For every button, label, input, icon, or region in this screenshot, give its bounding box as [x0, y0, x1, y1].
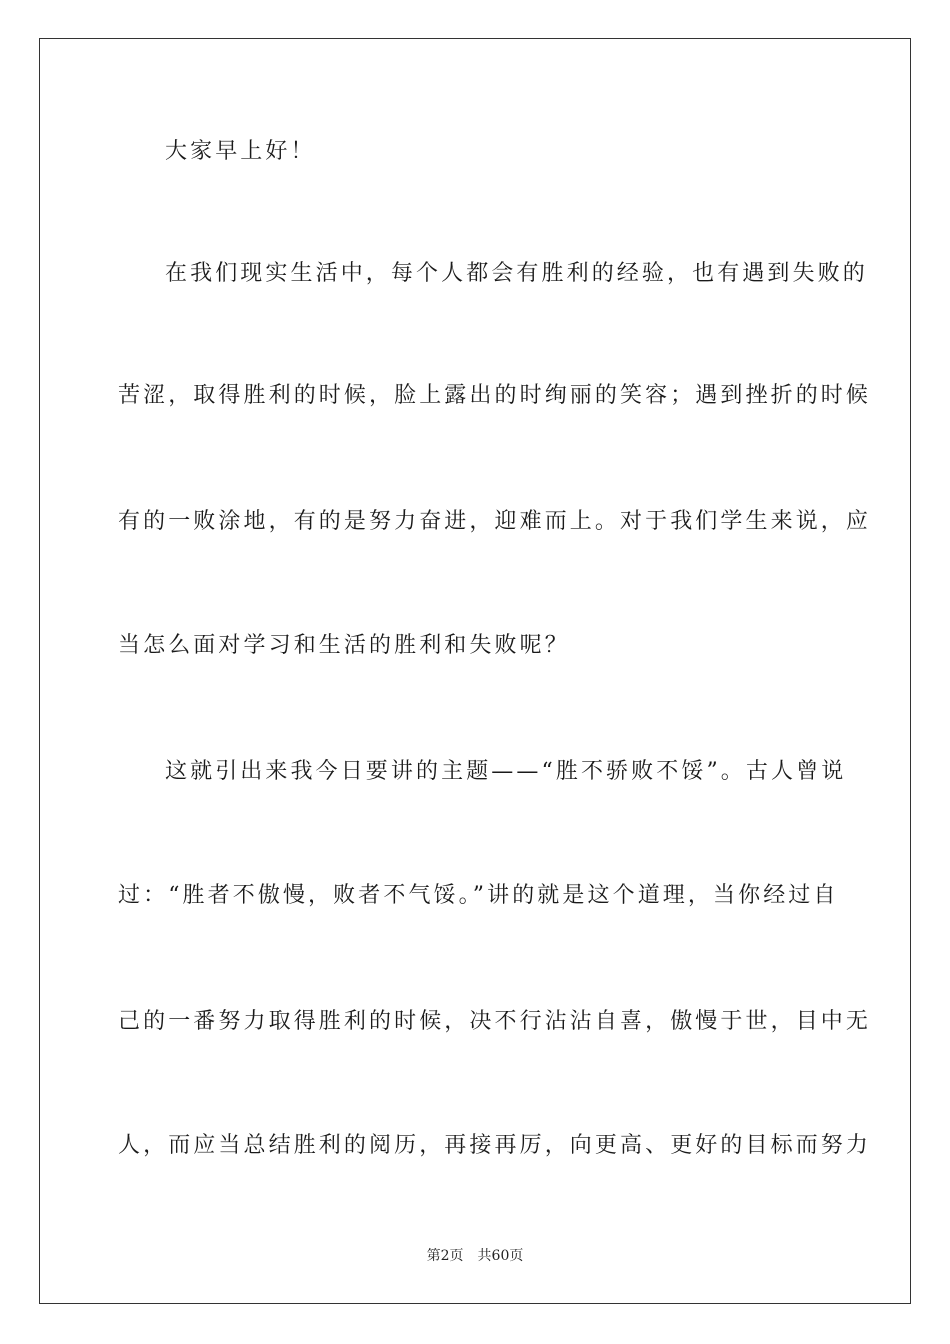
paragraph-line: 在我们现实生活中，每个人都会有胜利的经验，也有遇到失败的	[165, 261, 868, 286]
total-pages: 共60页	[477, 1248, 524, 1264]
paragraph-line: 苦涩，取得胜利的时候，脸上露出的时绚丽的笑容；遇到挫折的时候	[118, 383, 872, 408]
paragraph-line: 己的一番努力取得胜利的时候，决不行沾沾自喜，傲慢于世，目中无	[118, 1009, 872, 1034]
paragraph-line: 当怎么面对学习和生活的胜利和失败呢？	[118, 633, 570, 658]
page-frame	[39, 38, 911, 1304]
paragraph-line: 有的一败涂地，有的是努力奋进，迎难而上。对于我们学生来说，应	[118, 509, 872, 534]
paragraph-line: 这就引出来我今日要讲的主题——“胜不骄败不馁”。古人曾说	[165, 759, 847, 784]
page-footer	[0, 1247, 950, 1265]
page-number: 第2页	[426, 1248, 464, 1264]
paragraph-line: 人，而应当总结胜利的阅历，再接再厉，向更高、更好的目标而努力	[118, 1133, 872, 1158]
greeting-line: 大家早上好！	[165, 139, 316, 164]
paragraph-line: 过：“胜者不傲慢，败者不气馁。”讲的就是这个道理，当你经过自	[118, 883, 839, 908]
